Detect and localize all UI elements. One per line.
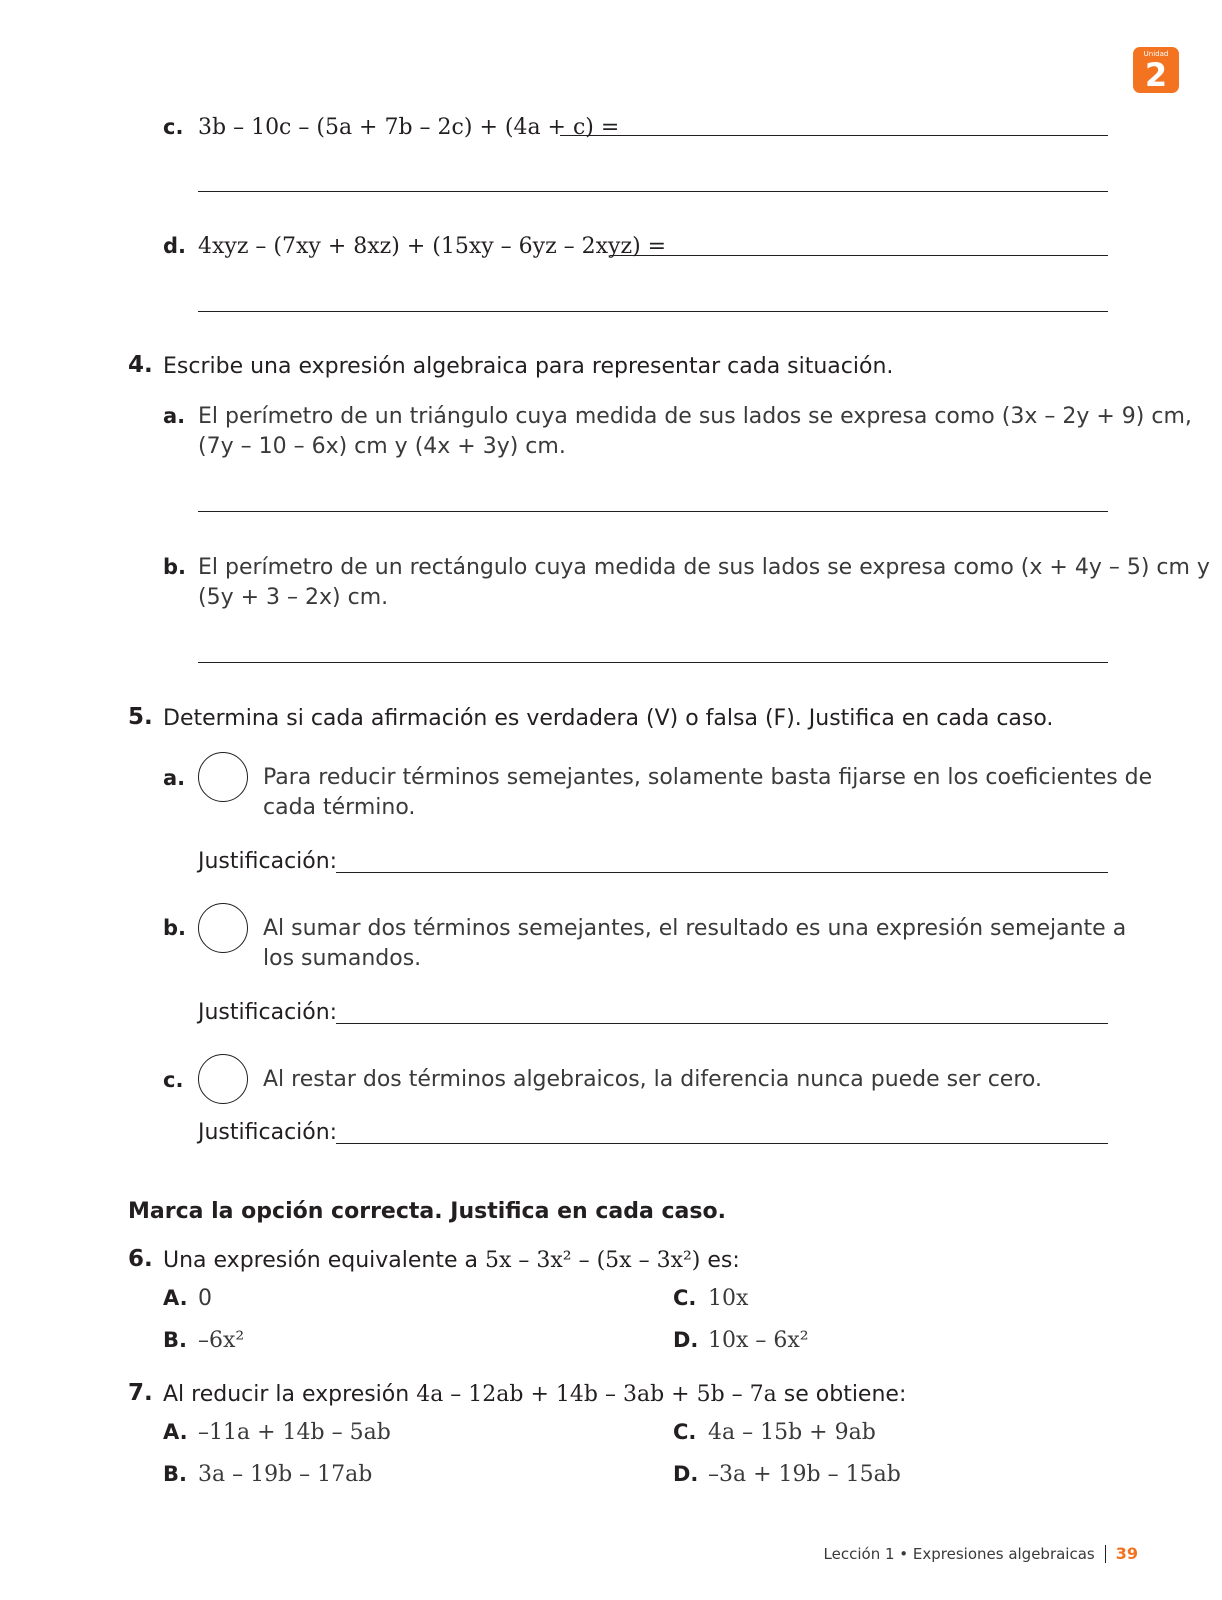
ex3c-label: c. <box>163 115 184 139</box>
ex7-option-c[interactable]: 4a – 15b + 9ab <box>708 1420 876 1445</box>
ex6-stem-prefix: Una expresión equivalente a <box>163 1248 485 1273</box>
ex5a-justification-line[interactable] <box>336 872 1108 873</box>
ex3d-answer-line-1[interactable] <box>610 255 1108 256</box>
ex5b-justification-line[interactable] <box>336 1023 1108 1024</box>
ex7-stem-prefix: Al reducir la expresión <box>163 1382 417 1407</box>
ex6-option-a-label: A. <box>163 1286 188 1310</box>
ex5b-justification-label: Justificación: <box>198 1000 338 1025</box>
ex4a-line2: (7y – 10 – 6x) cm y (4x + 3y) cm. <box>198 434 566 459</box>
ex5b-answer-circle[interactable] <box>198 903 248 953</box>
ex7-stem-expression: 4a – 12ab + 14b – 3ab + 5b – 7a <box>416 1382 777 1407</box>
ex7-option-c-label: C. <box>673 1420 697 1444</box>
ex4a-label: a. <box>163 404 186 428</box>
ex4b-line1: El perímetro de un rectángulo cuya medida de sus lados se expresa como (x + 4y – 5) cm y <box>198 555 1210 580</box>
ex5c-justification-line[interactable] <box>336 1143 1108 1144</box>
ex5a-justification-label: Justificación: <box>198 849 338 874</box>
unit-number: 2 <box>1144 56 1168 94</box>
ex4-title: Escribe una expresión algebraica para representar cada situación. <box>163 354 894 379</box>
ex5b-line1: Al sumar dos términos semejantes, el resultado es una expresión semejante a <box>263 916 1127 941</box>
ex5a-line2: cada término. <box>263 795 416 820</box>
ex7-option-b-label: B. <box>163 1462 187 1486</box>
ex3c-answer-line-1[interactable] <box>560 135 1108 136</box>
ex7-option-d-label: D. <box>673 1462 699 1486</box>
ex3d-label: d. <box>163 234 187 258</box>
ex4b-answer-line[interactable] <box>198 662 1108 663</box>
ex4b-line2: (5y + 3 – 2x) cm. <box>198 585 389 610</box>
ex6-option-c-label: C. <box>673 1286 697 1310</box>
ex7-option-d[interactable]: –3a + 19b – 15ab <box>708 1462 901 1487</box>
ex5c-line1: Al restar dos términos algebraicos, la diferencia nunca puede ser cero. <box>263 1067 1042 1092</box>
ex7-stem <box>163 1380 906 1410</box>
ex7-option-a[interactable]: –11a + 14b – 5ab <box>198 1420 391 1445</box>
unit-label: Unidad <box>1143 50 1169 58</box>
ex5a-label: a. <box>163 766 186 790</box>
page-footer <box>824 1544 1138 1563</box>
ex7-number: 7. <box>128 1380 153 1406</box>
footer-lesson: Lección 1 • Expresiones algebraicas <box>823 1544 1095 1563</box>
ex6-option-c[interactable]: 10x <box>708 1286 749 1311</box>
ex7-stem-suffix: se obtiene: <box>776 1382 907 1407</box>
section-title: Marca la opción correcta. Justifica en cada caso. <box>128 1199 726 1224</box>
ex4a-answer-line[interactable] <box>198 511 1108 512</box>
ex5-number: 5. <box>128 704 153 730</box>
ex5c-justification-label: Justificación: <box>198 1120 338 1145</box>
ex5a-answer-circle[interactable] <box>198 752 248 802</box>
ex3c-expression: 3b – 10c – (5a + 7b – 2c) + (4a + c) = <box>198 115 620 140</box>
ex7-option-a-label: A. <box>163 1420 188 1444</box>
ex6-option-b-label: B. <box>163 1328 187 1352</box>
ex7-option-b[interactable]: 3a – 19b – 17ab <box>198 1462 373 1487</box>
unit-badge <box>1133 47 1179 93</box>
ex6-option-a[interactable]: 0 <box>198 1286 212 1311</box>
ex6-stem-suffix: es: <box>700 1248 740 1273</box>
ex6-number: 6. <box>128 1246 153 1272</box>
ex3d-answer-line-2[interactable] <box>198 311 1108 312</box>
page-number: 39 <box>1115 1544 1138 1563</box>
ex6-stem <box>163 1246 740 1276</box>
ex4b-label: b. <box>163 555 187 579</box>
ex3d-expression: 4xyz – (7xy + 8xz) + (15xy – 6yz – 2xyz) = <box>198 234 667 259</box>
ex3c-answer-line-2[interactable] <box>198 191 1108 192</box>
ex5b-line2: los sumandos. <box>263 946 422 971</box>
ex5-title: Determina si cada afirmación es verdadera (V) o falsa (F). Justifica en cada caso. <box>163 706 1054 731</box>
ex5c-label: c. <box>163 1068 184 1092</box>
ex6-option-b[interactable]: –6x² <box>198 1328 245 1353</box>
ex4a-line1: El perímetro de un triángulo cuya medida de sus lados se expresa como (3x – 2y + 9) cm, <box>198 404 1192 429</box>
ex5b-label: b. <box>163 916 187 940</box>
ex6-stem-expression: 5x – 3x² – (5x – 3x²) <box>485 1248 701 1273</box>
ex6-option-d-label: D. <box>673 1328 699 1352</box>
ex4-number: 4. <box>128 352 153 378</box>
footer-divider <box>1105 1545 1106 1563</box>
ex6-option-d[interactable]: 10x – 6x² <box>708 1328 809 1353</box>
ex5c-answer-circle[interactable] <box>198 1054 248 1104</box>
ex5a-line1: Para reducir términos semejantes, solamente basta fijarse en los coeficientes de <box>263 765 1153 790</box>
